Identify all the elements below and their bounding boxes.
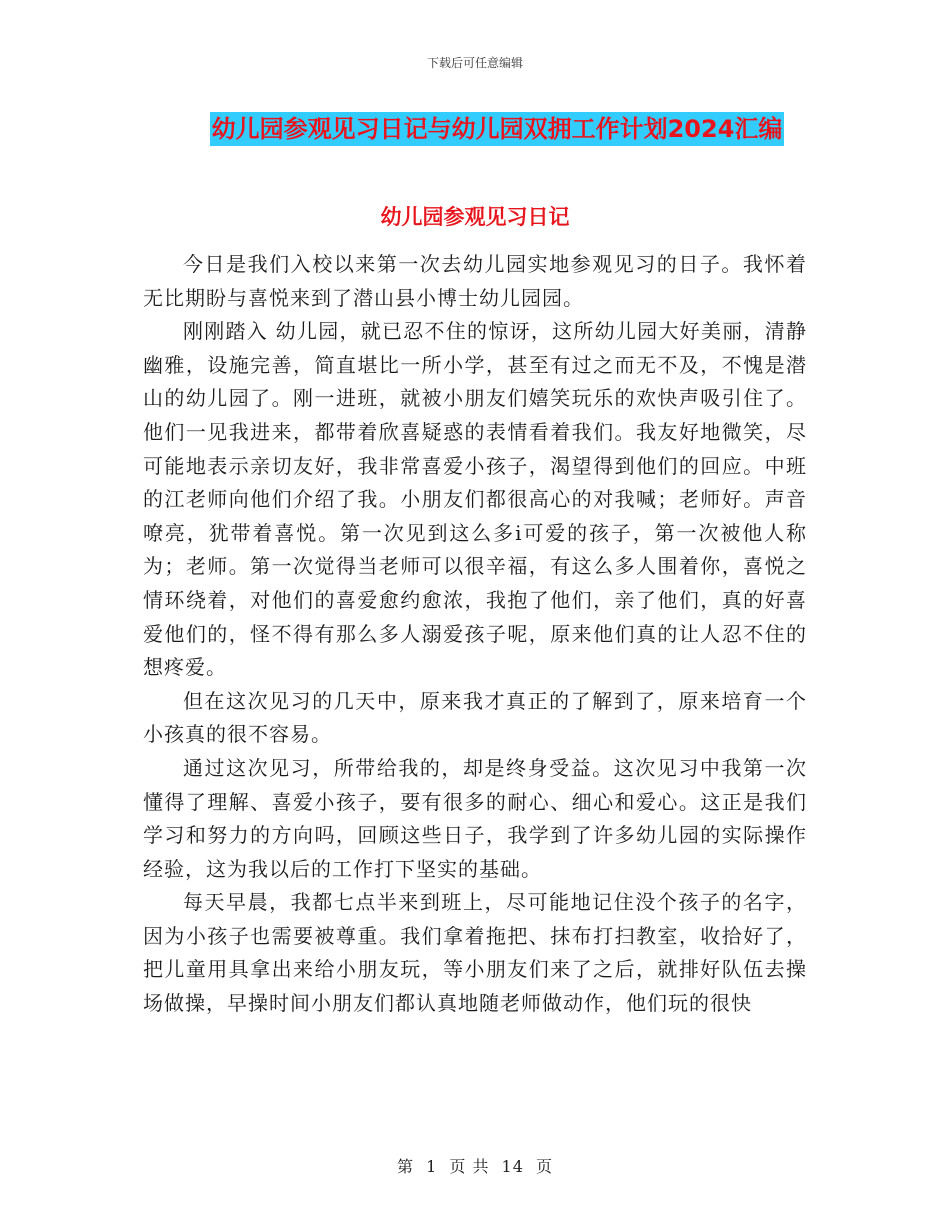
document-title: 幼儿园参观见习日记与幼儿园双拥工作计划2024汇编 <box>210 112 785 146</box>
body-text <box>143 248 807 1021</box>
paragraph: 但在这次见习的几天中，原来我才真正的了解到了，原来培育一个小孩真的很不容易。 <box>143 688 807 747</box>
paragraph: 刚刚踏入 幼儿园，就已忍不住的惊讶，这所幼儿园大好美丽，清静幽雅，设施完善，简直堪比一所小学，甚至有过之而无不及，不愧是潜山的幼儿园了。刚一进班，就被小朋友们嬉笑玩乐的欢快声吸引住了。他们一见我进来，都带着欣喜疑惑的表情看着我们。我友好地微笑，尽可能地表示亲切友好，我非常喜爱小孩子，渴望得到他们的回应。中班的江老师向他们介绍了我。小朋友们都很高心的对我喊；老师好。声音嘹亮，犹带着喜悦。第一次见到这么多i可爱的孩子，第一次被他人称为；老师。第一次觉得当老师可以很辛福，有这么多人围着你，喜悦之情环绕着，对他们的喜爱愈约愈浓，我抱了他们，亲了他们，真的好喜爱他们的，怪不得有那么多人溺爱孩子呢，原来他们真的让人忍不住的想疼爱。 <box>143 319 807 680</box>
page-header-note: 下载后可任意编辑 <box>426 56 523 70</box>
paragraph: 今日是我们入校以来第一次去幼儿园实地参观见习的日子。我怀着无比期盼与喜悦来到了潜山县小博士幼儿园园。 <box>143 252 807 310</box>
paragraph: 通过这次见习，所带给我的，却是终身受益。这次见习中我第一次懂得了理解、喜爱小孩子，要有很多的耐心、细心和爱心。这正是我们学习和努力的方向吗，回顾这些日子，我学到了许多幼儿园的实际操作经验，这为我以后的工作打下坚实的基础。 <box>143 755 807 881</box>
paragraph: 每天早晨，我都七点半来到班上，尽可能地记住没个孩子的名字，因为小孩子也需要被尊重。我们拿着拖把、抹布打扫教室，收拾好了，把儿童用具拿出来给小朋友玩，等小朋友们来了之后，就排好队伍去操场做操，早操时间小朋友们都认真地随老师做动作，他们玩的很快 <box>143 890 807 1016</box>
page-footer <box>0 1154 950 1177</box>
page-current-number: 1 <box>426 1157 438 1176</box>
page-suffix: 页 <box>536 1157 554 1176</box>
section-title: 幼儿园参观见习日记 <box>380 205 570 229</box>
page-mid: 页 共 <box>449 1157 490 1176</box>
page-prefix: 第 <box>396 1157 414 1176</box>
page-total-number: 14 <box>501 1157 524 1176</box>
document-title-container <box>0 112 950 146</box>
